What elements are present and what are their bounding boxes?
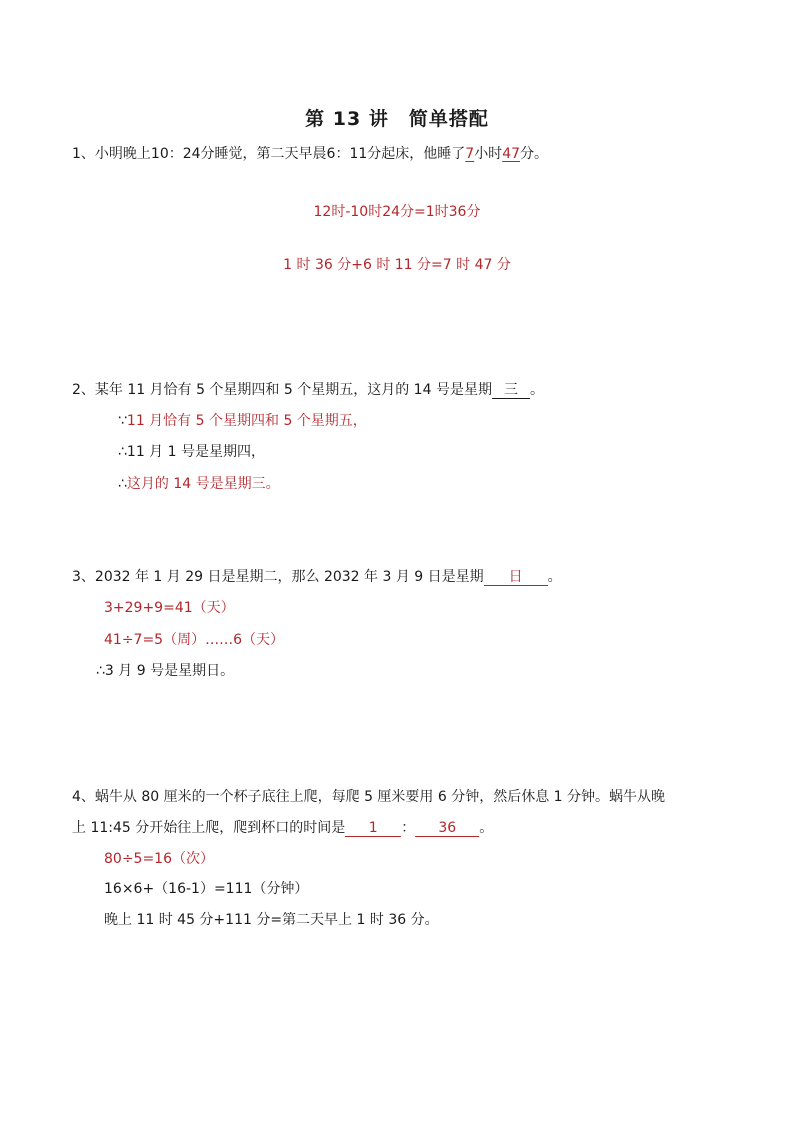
- q1-text-mid: 小时: [474, 146, 503, 162]
- q3-answer-blank: [484, 569, 548, 586]
- q4-step-1: 80÷5=16（次）: [104, 851, 214, 867]
- q4-separator: ：: [401, 820, 416, 836]
- therefore-symbol: ∴: [96, 663, 105, 679]
- q4-text: 上 11:45 分开始往上爬，爬到杯口的时间是: [72, 820, 346, 836]
- question-2: [72, 380, 544, 400]
- q1-step-2: 1 时 36 分+6 时 11 分=7 时 47 分: [283, 257, 511, 273]
- question-4-line-2: [72, 818, 493, 838]
- q3-text-end: 。: [547, 569, 562, 585]
- q3-step-2: 41÷7=5（周）……6（天）: [104, 632, 284, 648]
- because-symbol: ∵: [118, 413, 127, 429]
- q2-text: 2、某年 11 月恰有 5 个星期四和 5 个星期五，这月的 14 号是星期: [72, 382, 492, 398]
- q2-step-1: [118, 411, 367, 431]
- q4-answer-minute: 36: [438, 820, 457, 836]
- q3-step-1: 3+29+9=41（天）: [104, 600, 235, 616]
- q1-text: 1、小明晚上10：24分睡觉，第二天早晨6：11分起床，他睡了: [72, 146, 466, 162]
- q4-step-2: 16×6+（16-1）=111（分钟）: [104, 881, 309, 897]
- q2-answer-blank: [492, 382, 530, 399]
- q2-step-3-text: 这月的 14 号是星期三。: [126, 476, 280, 492]
- q3-text: 3、2032 年 1 月 29 日是星期二，那么 2032 年 3 月 9 日是星期: [72, 569, 484, 585]
- q2-step-2: [118, 442, 265, 462]
- therefore-symbol: ∴: [118, 444, 127, 460]
- question-3: [72, 567, 562, 587]
- page-title: 第 13 讲 简单搭配: [305, 108, 489, 130]
- question-1: [72, 144, 548, 164]
- q3-step-3-text: 3 月 9 号是星期日。: [104, 663, 235, 679]
- q1-answer-hours: 7: [465, 146, 475, 162]
- therefore-symbol: ∴: [118, 476, 127, 492]
- q4-step-3: 晚上 11 时 45 分+111 分=第二天早上 1 时 36 分。: [104, 912, 439, 928]
- q2-step-3: [118, 474, 280, 494]
- q3-step-3: [96, 661, 234, 681]
- q1-step-1: 12时-10时24分=1时36分: [313, 204, 481, 220]
- q1-text-end: 分。: [520, 146, 549, 162]
- q1-answer-minutes: 47: [502, 146, 521, 162]
- q4-answer-hour-blank: [345, 820, 401, 837]
- q2-step-1-text: 11 月恰有 5 个星期四和 5 个星期五，: [126, 413, 367, 429]
- question-4-line-1: 4、蜗牛从 80 厘米的一个杯子底往上爬，每爬 5 厘米要用 6 分钟，然后休息 1 分钟。蜗牛从晚: [72, 789, 666, 805]
- q4-answer-hour: 1: [368, 820, 378, 836]
- q4-answer-minute-blank: [415, 820, 479, 837]
- q2-step-2-text: 11 月 1 号是星期四，: [126, 444, 265, 460]
- q4-text-end: 。: [479, 820, 494, 836]
- q2-text-end: 。: [529, 382, 544, 398]
- q3-answer: 日: [508, 569, 523, 585]
- q2-answer: 三: [503, 382, 518, 398]
